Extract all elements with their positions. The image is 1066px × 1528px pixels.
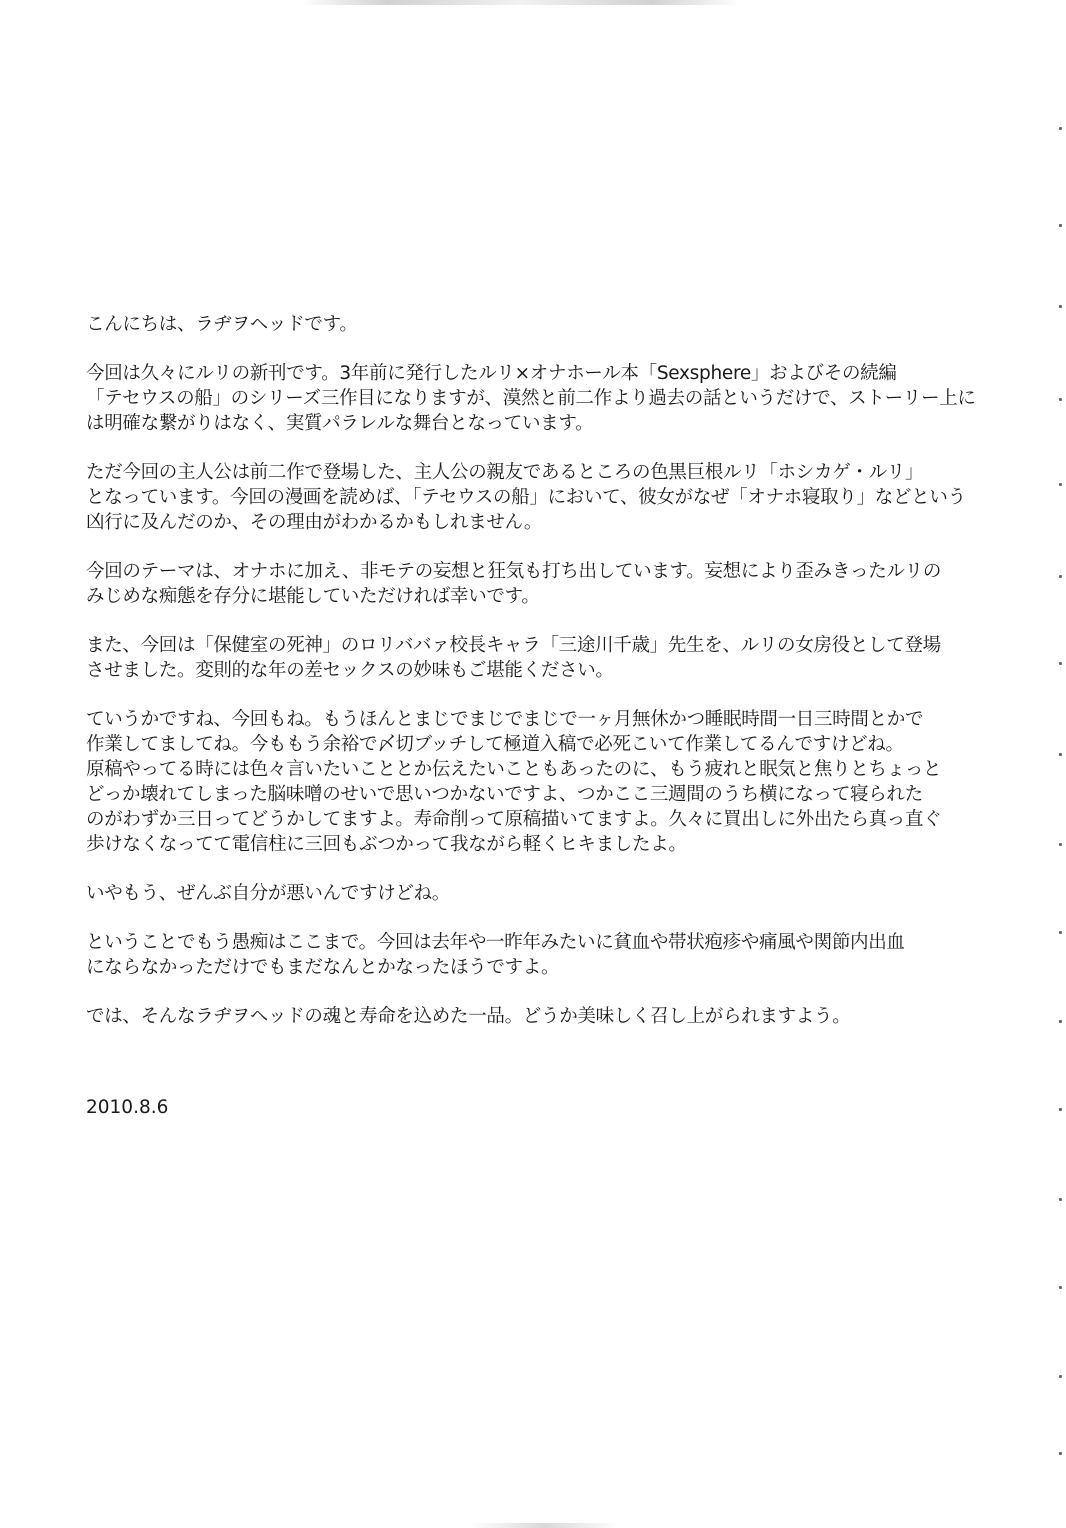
edge-mark xyxy=(1059,843,1062,846)
edge-mark xyxy=(1059,398,1062,401)
paragraph-health: ということでもう愚痴はここまで。今回は去年や一昨年みたいに貧血や帯状疱疹や痛風や関節内出血 にならなかっただけでもまだなんとかなったほうですよ。 xyxy=(86,932,905,978)
paragraph-theme: 今回のテーマは、オナホに加え、非モテの妄想と狂気も打ち出しています。妄想により歪みきったルリの みじめな痴態を存分に堪能していただければ幸いです。 xyxy=(86,561,942,607)
paragraph-greeting: こんにちは、ラヂヲヘッドです。 xyxy=(86,314,358,335)
afterword-text xyxy=(86,312,986,1053)
edge-mark xyxy=(1059,1020,1062,1023)
paragraph-protagonist: ただ今回の主人公は前二作で登場した、主人公の親友であるところの色黒巨根ルリ「ホシカゲ・ルリ」 となっています。今回の漫画を読めば、「テセウスの船」において、彼女がなぜ「オナホ寝取り」などという 凶行に及んだのか、その理由がわかるかもしれません。 xyxy=(86,462,966,533)
scan-smudge-bottom xyxy=(470,1523,620,1528)
paragraph-guest-character: また、今回は「保健室の死神」のロリババァ校長キャラ「三途川千歳」先生を、ルリの女房役として登場 させました。変則的な年の差セックスの妙味もご堪能ください。 xyxy=(86,635,941,681)
page-edge-marks xyxy=(1054,0,1066,1528)
edge-mark xyxy=(1059,662,1062,665)
edge-mark xyxy=(1059,1286,1062,1289)
date-line: 2010.8.6 xyxy=(86,1097,169,1118)
edge-mark xyxy=(1059,1452,1062,1455)
scan-smudge-top xyxy=(300,0,740,5)
edge-mark xyxy=(1059,1198,1062,1201)
edge-mark xyxy=(1059,1108,1062,1111)
paragraph-series-intro: 今回は久々にルリの新刊です。3年前に発行したルリ×オナホール本「Sexsphere」およびその続編 「テセウスの船」のシリーズ三作目になりますが、漠然と前二作より過去の話というだけで、ストーリー上には明確な繋がりはなく、実質パラレルな舞台となっています。 xyxy=(86,363,976,434)
paragraph-production-notes: ていうかですね、今回もね。もうほんとまじでまじでまじで一ヶ月無休かつ睡眠時間一日三時間とかで 作業してましてね。今ももう余裕で〆切ブッチして極道入稿で必死こいて作業してるんですけどね。 原稿やってる時には色々言いたいこととか伝えたいこともあったのに、もう疲れと眠気と焦りとちょっと どっか壊れてしまった脳味噌のせいで思いつかないですよ、つかここ三週間のうち横になって寝られた のがわずか三日ってどうかしてますよ。寿命削って原稿描いてますよ。久々に買出しに外出たら真っ直ぐ 歩けなくなってて電信柱に三回もぶつかって我ながら軽くヒキましたよ。 xyxy=(86,709,942,855)
edge-mark xyxy=(1059,305,1062,308)
edge-mark xyxy=(1059,127,1062,130)
paragraph-closing: では、そんなラヂヲヘッドの魂と寿命を込めた一品。どうか美味しく召し上がられますよう。 xyxy=(86,1006,851,1027)
paragraph-self-blame: いやもう、ぜんぶ自分が悪いんですけどね。 xyxy=(86,883,451,904)
edge-mark xyxy=(1059,224,1062,227)
edge-mark xyxy=(1059,931,1062,934)
edge-mark xyxy=(1059,1375,1062,1378)
edge-mark xyxy=(1059,483,1062,486)
edge-mark xyxy=(1059,575,1062,578)
edge-mark xyxy=(1059,753,1062,756)
